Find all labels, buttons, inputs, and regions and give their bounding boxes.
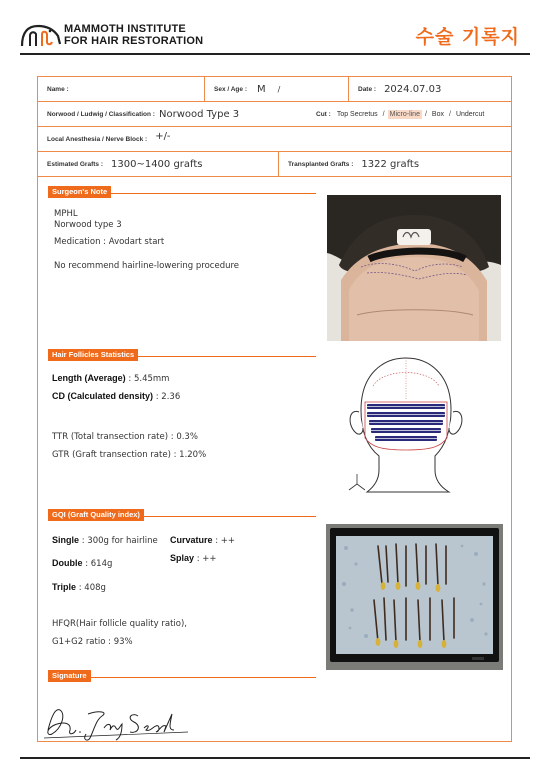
classification-cell xyxy=(38,102,308,127)
brand-name xyxy=(64,24,203,47)
transplanted-grafts-value: 1322 grafts xyxy=(361,159,420,170)
cut-option-micro-line-selected: Micro-line xyxy=(389,111,420,118)
date-label: Date : xyxy=(358,86,377,93)
single-stat xyxy=(52,535,158,546)
g1g2-label: G1+G2 ratio xyxy=(52,637,106,647)
triple-label: Triple xyxy=(52,582,77,592)
note-line: Medication : Avodart start xyxy=(54,237,165,247)
triple-value: : 408g xyxy=(76,583,106,593)
date-cell xyxy=(348,77,511,102)
cut-option-box: Box xyxy=(431,111,444,118)
gtr-label: GTR (Graft transection rate) xyxy=(52,450,171,460)
cut-option-top-secretus: Top Secretus xyxy=(336,111,378,118)
footer-divider xyxy=(20,757,530,759)
splay-label: Splay xyxy=(170,553,195,563)
cut-cell xyxy=(308,102,511,127)
classification-label: Norwood / Ludwig / Classification : xyxy=(47,111,155,118)
g1g2-stat xyxy=(52,637,133,647)
row-patient xyxy=(38,77,511,102)
anesthesia-cell xyxy=(38,127,511,152)
gtr-stat xyxy=(52,450,206,460)
surgeon-note-heading: Surgeon's Note xyxy=(48,186,111,198)
cut-option-undercut: Undercut xyxy=(455,111,485,118)
date-value: 2024.07.03 xyxy=(384,84,442,95)
surgeon-note-section xyxy=(48,186,318,198)
note-line: No recommend hairline-lowering procedure xyxy=(54,260,240,271)
sex-value: M xyxy=(257,84,266,95)
triple-stat xyxy=(52,582,106,593)
transplanted-grafts-label: Transplanted Grafts : xyxy=(288,161,354,168)
note-line: MPHL xyxy=(54,209,78,219)
row-classification xyxy=(38,102,511,127)
cd-value: : 2.36 xyxy=(153,392,181,402)
follicle-stats-section xyxy=(48,349,318,361)
estimated-grafts-label: Estimated Grafts : xyxy=(47,161,103,168)
ttr-value: : 0.3% xyxy=(168,432,198,442)
estimated-grafts-value: 1300~1400 grafts xyxy=(111,159,203,170)
g1g2-value: : 93% xyxy=(105,637,133,647)
anesthesia-label: Local Anesthesia / Nerve Block : xyxy=(47,136,148,143)
hfqr-stat xyxy=(52,619,187,629)
graft-microscope-photo xyxy=(326,524,503,670)
gqi-heading: GQI (Graft Quality index) xyxy=(48,509,144,521)
name-cell xyxy=(38,77,204,102)
age-separator: / xyxy=(277,85,281,94)
double-value: : 614g xyxy=(82,559,113,569)
transplanted-grafts-cell xyxy=(278,152,511,177)
cut-separator: / xyxy=(382,111,385,118)
name-label: Name : xyxy=(47,86,69,93)
head-back-diagram-icon xyxy=(343,352,468,502)
signature-heading: Signature xyxy=(48,670,91,682)
double-stat xyxy=(52,558,112,569)
donor-area-diagram xyxy=(343,352,468,502)
curvature-stat xyxy=(170,535,235,546)
sex-age-label: Sex / Age : xyxy=(214,86,247,93)
splay-value: : ++ xyxy=(194,554,217,564)
sex-age-cell xyxy=(204,77,348,102)
document-title: 수술 기록지 xyxy=(415,26,520,48)
row-anesthesia xyxy=(38,127,511,152)
length-label: Length (Average) xyxy=(52,373,126,383)
cut-label: Cut : xyxy=(316,111,331,118)
splay-stat xyxy=(170,553,217,564)
double-label: Double xyxy=(52,558,83,568)
surgery-record-form xyxy=(37,76,512,742)
ttr-label: TTR (Total transection rate) xyxy=(52,432,169,442)
surgeon-note-text xyxy=(54,209,239,271)
gtr-value: : 1.20% xyxy=(170,450,207,460)
length-stat xyxy=(52,373,169,384)
single-value: : 300g for hairline xyxy=(79,536,158,546)
signature-section xyxy=(48,670,318,682)
anesthesia-value: +/- xyxy=(155,131,171,142)
curvature-label: Curvature xyxy=(170,535,213,545)
cd-label: CD (Calculated density) xyxy=(52,391,154,401)
handwritten-signature-icon xyxy=(42,702,192,742)
cut-separator: / xyxy=(424,111,427,118)
brand-line-2: FOR HAIR RESTORATION xyxy=(64,34,204,47)
hairline-photo xyxy=(327,195,501,341)
mammoth-logo-icon xyxy=(20,22,62,48)
hfqr-line: HFQR(Hair follicle quality ratio), xyxy=(52,619,187,629)
follicle-stats-heading: Hair Follicles Statistics xyxy=(48,349,138,361)
ttr-stat xyxy=(52,432,198,442)
cut-separator: / xyxy=(448,111,451,118)
estimated-grafts-cell xyxy=(38,152,278,177)
note-line: Norwood type 3 xyxy=(54,219,122,230)
signature-image xyxy=(42,702,192,742)
graft-monitor-image xyxy=(326,524,503,670)
document-header xyxy=(0,0,550,56)
classification-value: Norwood Type 3 xyxy=(158,109,240,120)
cd-stat xyxy=(52,391,180,402)
brand-line-1: MAMMOTH INSTITUTE xyxy=(64,23,186,35)
single-label: Single xyxy=(52,535,80,545)
hairline-photo-image xyxy=(327,195,501,341)
header-divider xyxy=(20,53,530,55)
length-value: : 5.45mm xyxy=(125,374,170,384)
gqi-section xyxy=(48,509,318,521)
row-grafts xyxy=(38,152,511,177)
curvature-value: : ++ xyxy=(212,536,236,546)
